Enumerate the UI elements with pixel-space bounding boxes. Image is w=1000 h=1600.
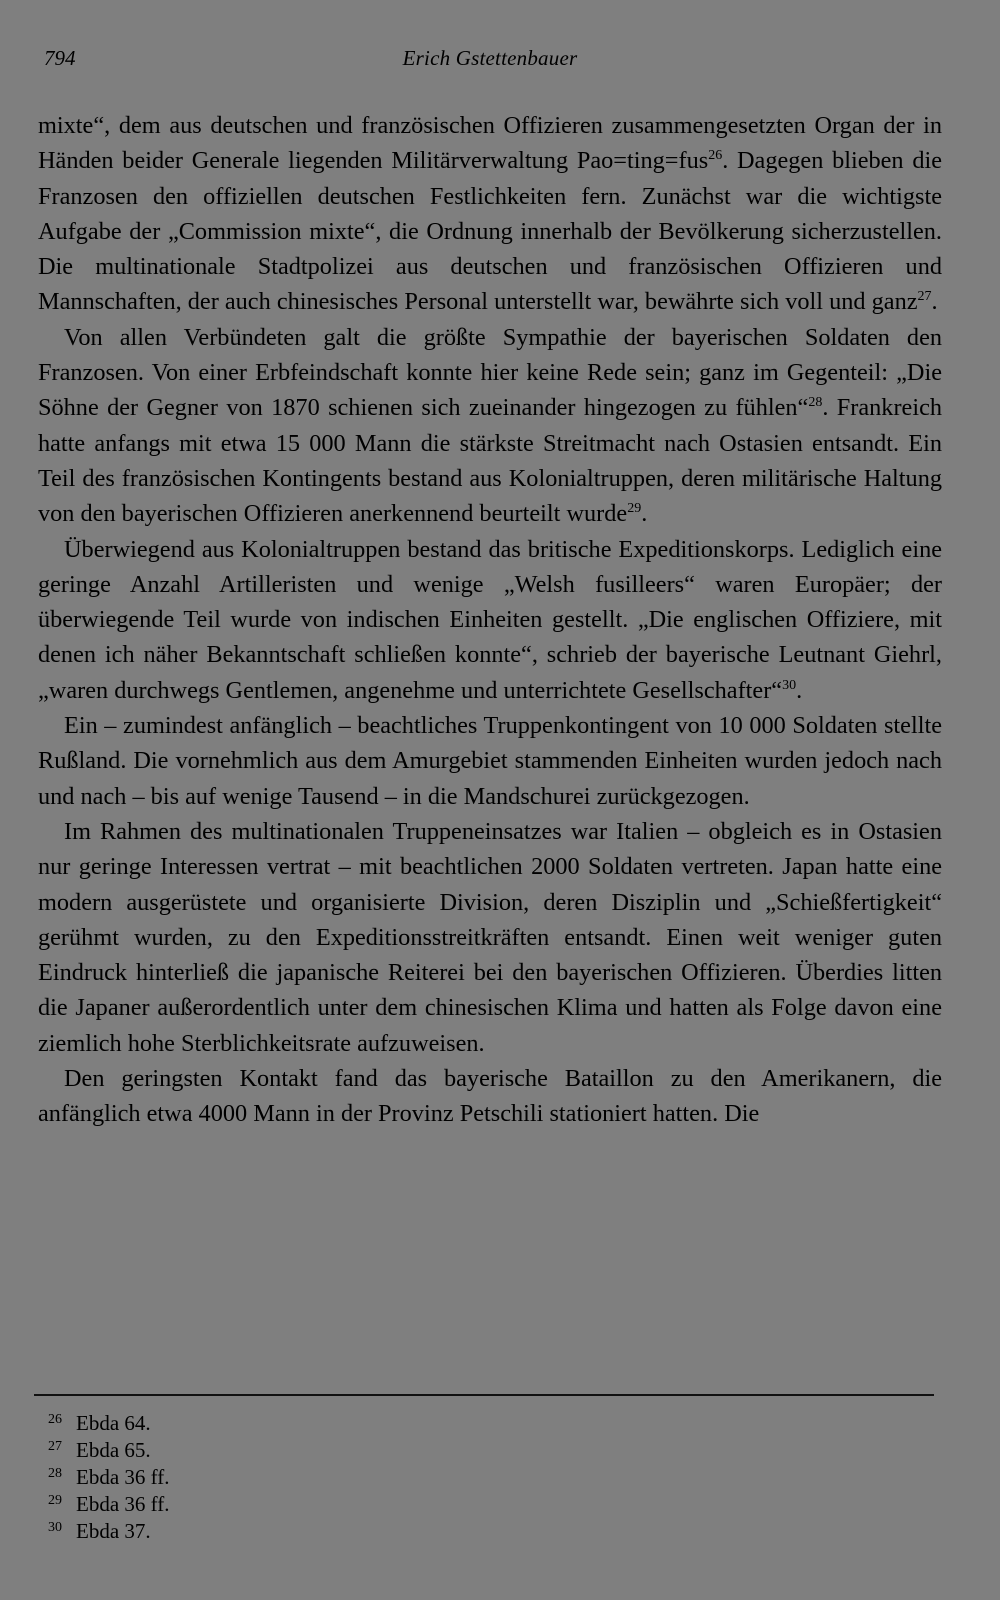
- footnote: 26 Ebda 64.: [48, 1411, 151, 1435]
- footnote-reference: 29: [627, 501, 642, 517]
- footnote-text: Ebda 65.: [76, 1438, 151, 1462]
- text-segment: .: [931, 288, 938, 316]
- footnotes: [48, 1410, 448, 1545]
- footnote-text: Ebda 37.: [76, 1519, 151, 1543]
- text-segment: .: [641, 500, 648, 528]
- paragraph: [38, 320, 942, 532]
- footnote-reference: 26: [708, 148, 723, 164]
- body-text: [38, 108, 942, 1132]
- text-segment: Überwiegend aus Kolonialtruppen bestand das britische Expeditionskorps. Lediglich eine geringe Anzahl Artilleristen und wenige „Welsh fusilleers“ waren Europäer; der überwiegende Teil wurde von indischen Einheiten gestellt. „Die englischen Offiziere, mit denen ich näher Bekanntschaft schließen konnte“, schrieb der bayerische Leutnant Giehrl, „waren durchwegs Gentlemen, angenehme und unterrichtete Gesellschafter“: [38, 535, 942, 704]
- page-header: [44, 46, 936, 76]
- footnote-text: Ebda 64.: [76, 1411, 151, 1435]
- text-segment: . Frankreich hatte anfangs mit etwa 15 000 Mann die stärkste Streitmacht nach Ostasien entsandt. Ein Teil des französischen Kontingents bestand aus Kolonialtruppen, deren militärische Haltung von den bayerischen Offizieren anerkennend beurteilt wurde: [38, 394, 942, 528]
- text-segment: mixte“, dem aus deutschen und französischen Offizieren zusammengesetzten Organ der in Händen beider Generale liegenden Militärverwaltung Pao=ting=fus: [38, 112, 942, 175]
- footnote: 27 Ebda 65.: [48, 1438, 151, 1462]
- page-number: 794: [44, 46, 76, 70]
- running-head: Erich Gstettenbauer: [402, 46, 578, 70]
- paragraph: [38, 708, 942, 814]
- text-segment: Von allen Verbündeten galt die größte Sympathie der bayerischen Soldaten den Franzosen. Von einer Erbfeindschaft konnte hier keine Rede sein; ganz im Gegenteil: „Die Söhne der Gegner von 1870 schienen sich zueinander hingezogen zu fühlen“: [38, 323, 942, 422]
- paragraph: [38, 1061, 942, 1132]
- text-segment: . Dagegen blieben die Franzosen den offiziellen deutschen Festlichkeiten fern. Zunächst war die wichtigste Aufgabe der „Commission mixte“, die Ordnung innerhalb der Bevölkerung sicherzustellen. Die multinationale Stadtpolizei aus deutschen und französischen Offizieren und Mannschaften, der auch chinesisches Personal unterstellt war, bewährte sich voll und ganz: [38, 147, 943, 316]
- footnote: 28 Ebda 36 ff.: [48, 1465, 170, 1489]
- paragraph: [38, 814, 942, 1061]
- footnote-text: Ebda 36 ff.: [76, 1492, 170, 1516]
- paragraph: [38, 532, 942, 708]
- footnote-rule: [34, 1394, 934, 1396]
- text-segment: Im Rahmen des multinationalen Truppeneinsatzes war Italien – obgleich es in Ostasien nur geringe Interessen vertrat – mit beachtlichen 2000 Soldaten vertreten. Japan hatte eine modern ausgerüstete und organisierte Division, deren Disziplin und „Schießfertigkeit“ gerühmt wurden, zu den Expeditionsstreitkräften entsandt. Einen weit weniger guten Eindruck hinterließ die japanische Reiterei bei den bayerischen Offizieren. Überdies litten die Japaner außerordentlich unter dem chinesischen Klima und hatten als Folge davon eine ziemlich hohe Sterblichkeitsrate aufzuweisen.: [38, 817, 942, 1057]
- text-segment: Ein – zumindest anfänglich – beachtliches Truppenkontingent von 10 000 Soldaten stellte Rußland. Die vornehmlich aus dem Amurgebiet stammenden Einheiten wurden jedoch nach und nach – bis auf wenige Tausend – in die Mandschurei zurückgezogen.: [38, 712, 942, 810]
- footnote-reference: 28: [808, 395, 823, 411]
- footnote-text: Ebda 36 ff.: [76, 1465, 170, 1489]
- footnote-reference: 30: [782, 677, 797, 693]
- footnote-reference: 27: [917, 289, 932, 305]
- paragraph: [38, 108, 942, 320]
- text-segment: Den geringsten Kontakt fand das bayerische Bataillon zu den Amerikanern, die anfänglich etwa 4000 Mann in der Provinz Petschili stationiert hatten. Die: [38, 1065, 942, 1128]
- text-segment: .: [796, 676, 803, 704]
- footnote: 29 Ebda 36 ff.: [48, 1492, 170, 1516]
- footnote: 30 Ebda 37.: [48, 1519, 151, 1543]
